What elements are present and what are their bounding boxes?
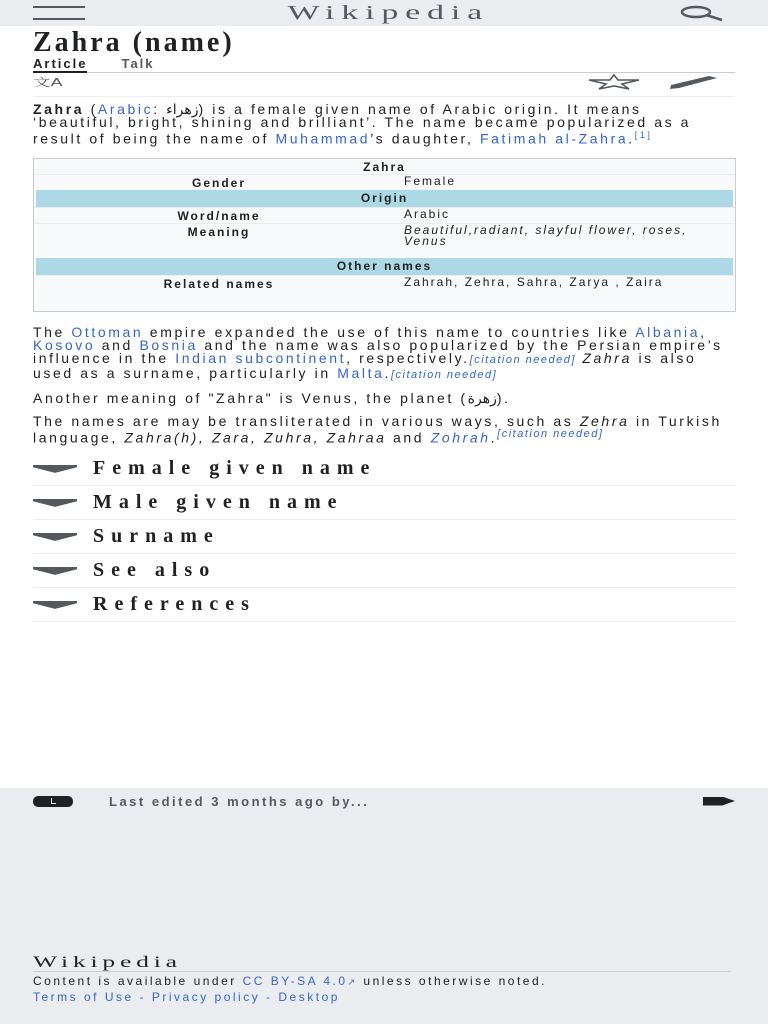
link-malta[interactable]: Malta: [337, 364, 385, 381]
section-surname[interactable]: [33, 520, 736, 554]
section-female-given-name[interactable]: [33, 452, 736, 486]
external-link-icon: ↗: [347, 977, 358, 987]
infobox-title: Zahra: [363, 159, 406, 174]
link-zohrah[interactable]: Zohrah: [430, 429, 491, 446]
text: empire expanded the use of this name to countries like: [143, 323, 636, 340]
text: in Turkish language,: [33, 412, 722, 446]
link-kosovo[interactable]: Kosovo: [33, 336, 96, 353]
history-paragraph: [33, 323, 735, 382]
section-male-given-name[interactable]: [33, 486, 736, 520]
section-title: References: [93, 593, 256, 616]
search-icon[interactable]: [672, 5, 730, 21]
text: Content is available under: [33, 974, 243, 988]
language-icon[interactable]: [33, 75, 69, 94]
text: .: [490, 429, 498, 446]
infobox-row-word: [34, 207, 735, 223]
infobox-label: Meaning: [187, 224, 251, 239]
footer-links: [33, 992, 735, 1003]
intro-text: .: [628, 130, 635, 147]
infobox-label: Related names: [163, 276, 275, 291]
section-references[interactable]: [33, 588, 736, 622]
infobox-value: Female: [404, 173, 457, 188]
link-bosnia[interactable]: Bosnia: [139, 336, 198, 353]
text: Zahra: [575, 349, 632, 366]
chevron-down-icon: [33, 465, 77, 473]
text: .: [384, 364, 391, 381]
citation-needed-link[interactable]: [citation needed]: [390, 368, 498, 381]
link-indian-subcontinent[interactable]: Indian subcontinent: [175, 349, 347, 366]
text: unless otherwise noted.: [357, 974, 547, 988]
text: and: [95, 336, 140, 353]
link-muhammad[interactable]: Muhammad: [275, 130, 371, 147]
intro-text: (: [84, 101, 98, 117]
infobox-row-gender: [34, 174, 735, 190]
top-bar: [0, 0, 768, 26]
tab-talk[interactable]: Talk: [121, 56, 155, 71]
citation-needed-link[interactable]: [citation needed]: [497, 427, 604, 440]
terms-of-use-link[interactable]: Terms of Use: [33, 990, 134, 1004]
text: The: [33, 323, 72, 340]
intro-text: : زهراء) is a female given name of Arabic origin. It means ‘beautiful, bright, shining and brilliant’. The name became popularized as a result of being the name of: [33, 101, 692, 147]
infobox-heading-origin: Origin: [36, 190, 733, 207]
wikipedia-wordmark[interactable]: Wikipedia: [287, 1, 490, 24]
intro-text: ’s daughter,: [370, 130, 481, 147]
svg-text:文A: 文A: [33, 76, 63, 89]
last-edited-bar[interactable]: [0, 788, 768, 814]
infobox-heading-other-names: Other names: [36, 258, 733, 275]
section-title: See also: [93, 559, 217, 582]
menu-icon[interactable]: [33, 6, 85, 20]
text: Zahra(h), Zara, Zuhra, Zahraa: [124, 429, 387, 446]
infobox-row-meaning: [34, 223, 735, 258]
text: Zehra: [579, 412, 630, 429]
text: ,: [700, 323, 707, 340]
infobox-value: Arabic: [404, 206, 451, 221]
text: is also used as a surname, particularly in: [33, 349, 697, 381]
page-actions: [33, 73, 735, 97]
desktop-link[interactable]: Desktop: [278, 990, 340, 1004]
link-fatimah[interactable]: Fatimah al-Zahra: [480, 130, 629, 147]
intro-paragraph: [33, 103, 735, 146]
tab-article[interactable]: Article: [33, 56, 88, 71]
text: , respectively.: [346, 349, 470, 366]
separator: -: [133, 990, 152, 1004]
privacy-policy-link[interactable]: Privacy policy: [151, 990, 261, 1004]
citation-needed-link[interactable]: [citation needed]: [469, 353, 576, 366]
infobox-value: Zahrah, Zehra, Sahra, Zarya , Zaira: [404, 274, 664, 289]
intro-bold-name: Zahra: [33, 101, 85, 117]
link-arabic[interactable]: Arabic: [97, 101, 154, 117]
edit-pencil-icon[interactable]: [669, 75, 719, 94]
article-content: [0, 27, 768, 622]
section-see-also[interactable]: [33, 554, 736, 588]
chevron-down-icon: [33, 601, 77, 609]
footer: [0, 814, 768, 1024]
infobox-label: Gender: [191, 175, 246, 190]
text: and the name was also popularized by the Persian empire’s influence in the: [33, 336, 723, 366]
chevron-down-icon: [33, 499, 77, 507]
link-ottoman[interactable]: Ottoman: [71, 323, 144, 340]
collapsible-sections: [33, 452, 735, 622]
separator: -: [260, 990, 279, 1004]
infobox-row-related: [34, 275, 735, 311]
section-title: Female given name: [93, 457, 377, 480]
page-tabs: [33, 57, 735, 73]
link-albania[interactable]: Albania: [635, 323, 701, 340]
text: The names are may be transliterated in various ways, such as: [33, 412, 580, 429]
footer-wordmark: Wikipedia: [33, 954, 731, 972]
license-text: [33, 976, 735, 988]
transliteration-paragraph: [33, 412, 735, 446]
infobox-value: Beautiful,radiant, slayful flower, roses, Venus: [404, 222, 688, 248]
star-icon[interactable]: [587, 74, 641, 95]
chevron-down-icon: [33, 533, 77, 541]
license-link[interactable]: CC BY-SA 4.0: [242, 974, 348, 988]
infobox-label: Word/name: [177, 208, 261, 223]
venus-paragraph: Another meaning of "Zahra" is Venus, the planet (زهرة).: [33, 389, 511, 406]
clock-icon: [33, 796, 73, 807]
last-edited-text: Last edited 3 months ago by...: [109, 793, 370, 809]
section-title: Surname: [93, 525, 220, 548]
reference-1[interactable]: [1]: [634, 130, 653, 140]
text: and: [386, 429, 431, 446]
chevron-right-icon: [703, 797, 735, 806]
infobox: [33, 158, 736, 312]
chevron-down-icon: [33, 567, 77, 575]
page-title: Zahra (name): [33, 27, 235, 58]
section-title: Male given name: [93, 491, 344, 514]
